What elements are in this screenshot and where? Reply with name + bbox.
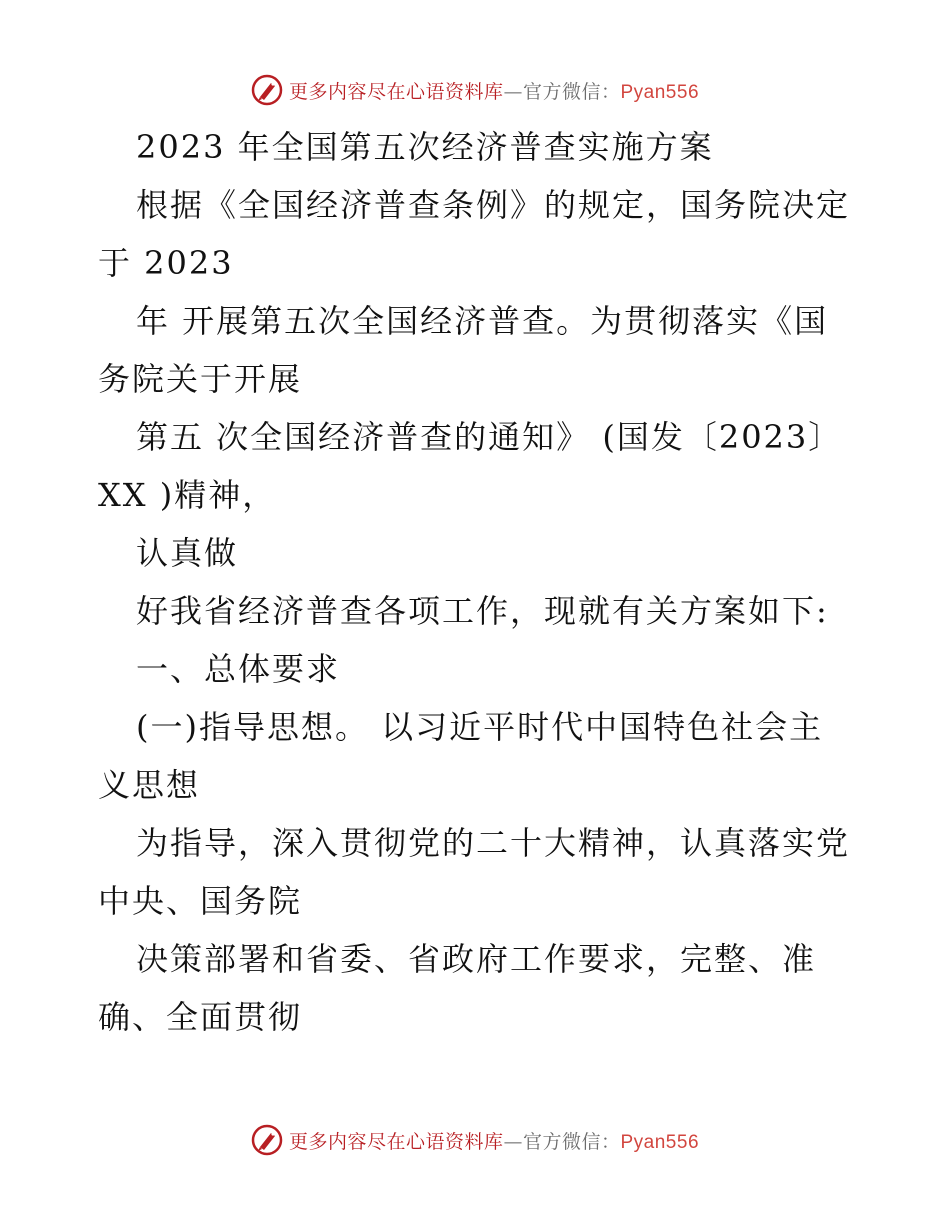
paragraph-line: 好我省经济普查各项工作，现就有关方案如下:	[136, 592, 829, 630]
paragraph-line: 义思想	[98, 766, 201, 804]
section-heading: 一、总体要求	[136, 650, 341, 688]
pen-nib-logo-icon	[251, 74, 283, 106]
paragraph-line: 认真做	[136, 534, 239, 572]
paragraph-line: 第五 次全国经济普查的通知》 (国发〔2023〕	[136, 418, 843, 456]
watermark-dash: —	[503, 1130, 523, 1153]
paragraph-line: 务院关于开展	[98, 360, 303, 398]
watermark-wechat-id: Pyan556	[620, 81, 700, 103]
watermark-wechat-label: 官方微信：	[522, 1130, 621, 1153]
watermark-text	[289, 1127, 699, 1154]
paragraph-line: 决策部署和省委、省政府工作要求，完整、准	[136, 940, 817, 978]
paragraph-line: 为指导，深入贯彻党的二十大精神，认真落实党	[136, 824, 851, 862]
paragraph-line: 年 开展第五次全国经济普查。为贯彻落实《国	[136, 302, 829, 340]
watermark-site: 更多内容尽在心语资料库	[288, 80, 504, 103]
paragraph-line: 中央、国务院	[98, 882, 303, 920]
paragraph-line: 于 2023	[98, 244, 234, 282]
watermark-text	[289, 77, 699, 104]
document-body	[0, 118, 950, 1046]
subsection-heading: (一)指导思想。 以习近平时代中国特色社会主	[136, 708, 824, 746]
document-title: 2023 年全国第五次经济普查实施方案	[136, 128, 714, 166]
watermark-dash: —	[503, 80, 523, 103]
pen-nib-logo-icon	[251, 1124, 283, 1156]
paragraph-line: 根据《全国经济普查条例》的规定，国务院决定	[136, 186, 851, 224]
paragraph-line: XX )精神，	[98, 476, 277, 514]
watermark-site: 更多内容尽在心语资料库	[288, 1130, 504, 1153]
paragraph-line: 确、全面贯彻	[98, 998, 303, 1036]
watermark-wechat-label: 官方微信：	[522, 80, 621, 103]
footer-watermark	[0, 1120, 950, 1160]
watermark-wechat-id: Pyan556	[620, 1131, 700, 1153]
header-watermark	[0, 70, 950, 110]
